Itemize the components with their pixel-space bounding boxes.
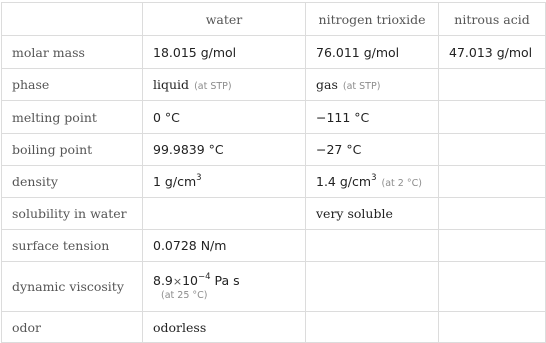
table-row: [2, 230, 546, 262]
molar-mass-nitrous-acid: 47.013 g/mol: [439, 36, 546, 69]
table-row: [2, 166, 546, 198]
density-water-value: 1 g/cm: [153, 174, 197, 189]
column-header-nitrogen-trioxide: nitrogen trioxide: [306, 3, 439, 36]
viscosity-times-sign: ×: [172, 274, 183, 288]
surface-tension-nitrous-acid: [439, 230, 546, 262]
density-nitrogen-trioxide-note: (at 2 °C): [381, 178, 422, 189]
melting-point-water: 0 °C: [143, 101, 306, 134]
table-row: [2, 69, 546, 101]
row-label-dynamic-viscosity: dynamic viscosity: [2, 262, 143, 312]
dynamic-viscosity-nitrogen-trioxide: [306, 262, 439, 312]
row-label-molar-mass: molar mass: [2, 36, 143, 69]
phase-nitrogen-trioxide: [306, 69, 439, 101]
boiling-point-nitrogen-trioxide: −27 °C: [306, 134, 439, 166]
melting-point-nitrous-acid: [439, 101, 546, 134]
table-row: [2, 101, 546, 134]
viscosity-note: (at 25 °C): [161, 289, 208, 301]
molar-mass-nitrogen-trioxide: 76.011 g/mol: [306, 36, 439, 69]
row-label-melting-point: melting point: [2, 101, 143, 134]
viscosity-base: 10: [182, 272, 199, 288]
phase-water: [143, 69, 306, 101]
viscosity-unit: Pa s: [210, 272, 240, 288]
odor-nitrogen-trioxide: [306, 312, 439, 343]
density-nitrogen-trioxide-value: 1.4 g/cm: [316, 174, 372, 189]
column-header-nitrous-acid: nitrous acid: [439, 3, 546, 36]
phase-water-note: (at STP): [194, 80, 232, 92]
boiling-point-nitrous-acid: [439, 134, 546, 166]
dynamic-viscosity-nitrous-acid: [439, 262, 546, 312]
phase-nitrogen-trioxide-value: gas: [316, 76, 338, 92]
phase-nitrogen-trioxide-note: (at STP): [342, 80, 381, 92]
solubility-water: [143, 198, 306, 230]
density-nitrogen-trioxide-exponent: 3: [371, 173, 377, 183]
row-label-boiling-point: boiling point: [2, 134, 143, 166]
row-label-solubility: solubility in water: [2, 198, 143, 230]
table-row: [2, 312, 546, 343]
row-label-surface-tension: surface tension: [2, 230, 143, 262]
row-label-density: density: [2, 166, 143, 198]
row-label-phase: phase: [2, 69, 143, 101]
viscosity-mantissa: 8.9: [153, 272, 173, 288]
properties-table: [1, 2, 546, 343]
odor-nitrous-acid: [439, 312, 546, 343]
header-row: [2, 3, 546, 36]
table-row: [2, 198, 546, 230]
viscosity-exponent: −4: [198, 271, 211, 282]
boiling-point-water: 99.9839 °C: [143, 134, 306, 166]
phase-nitrous-acid: [439, 69, 546, 101]
solubility-nitrogen-trioxide: very soluble: [306, 198, 439, 230]
surface-tension-nitrogen-trioxide: [306, 230, 439, 262]
melting-point-nitrogen-trioxide: −111 °C: [306, 101, 439, 134]
phase-water-value: liquid: [153, 76, 190, 92]
solubility-nitrous-acid: [439, 198, 546, 230]
density-nitrous-acid: [439, 166, 546, 198]
table-row: [2, 36, 546, 69]
molar-mass-water: 18.015 g/mol: [143, 36, 306, 69]
density-water-exponent: 3: [196, 173, 202, 183]
row-label-odor: odor: [2, 312, 143, 343]
column-header-water: water: [143, 3, 306, 36]
density-nitrogen-trioxide: [306, 166, 439, 198]
odor-water: odorless: [143, 312, 306, 343]
density-water: [143, 166, 306, 198]
header-empty-cell: [2, 3, 143, 36]
table-row: [2, 134, 546, 166]
dynamic-viscosity-water: [143, 262, 306, 312]
surface-tension-water: 0.0728 N/m: [143, 230, 306, 262]
table-row: [2, 262, 546, 312]
